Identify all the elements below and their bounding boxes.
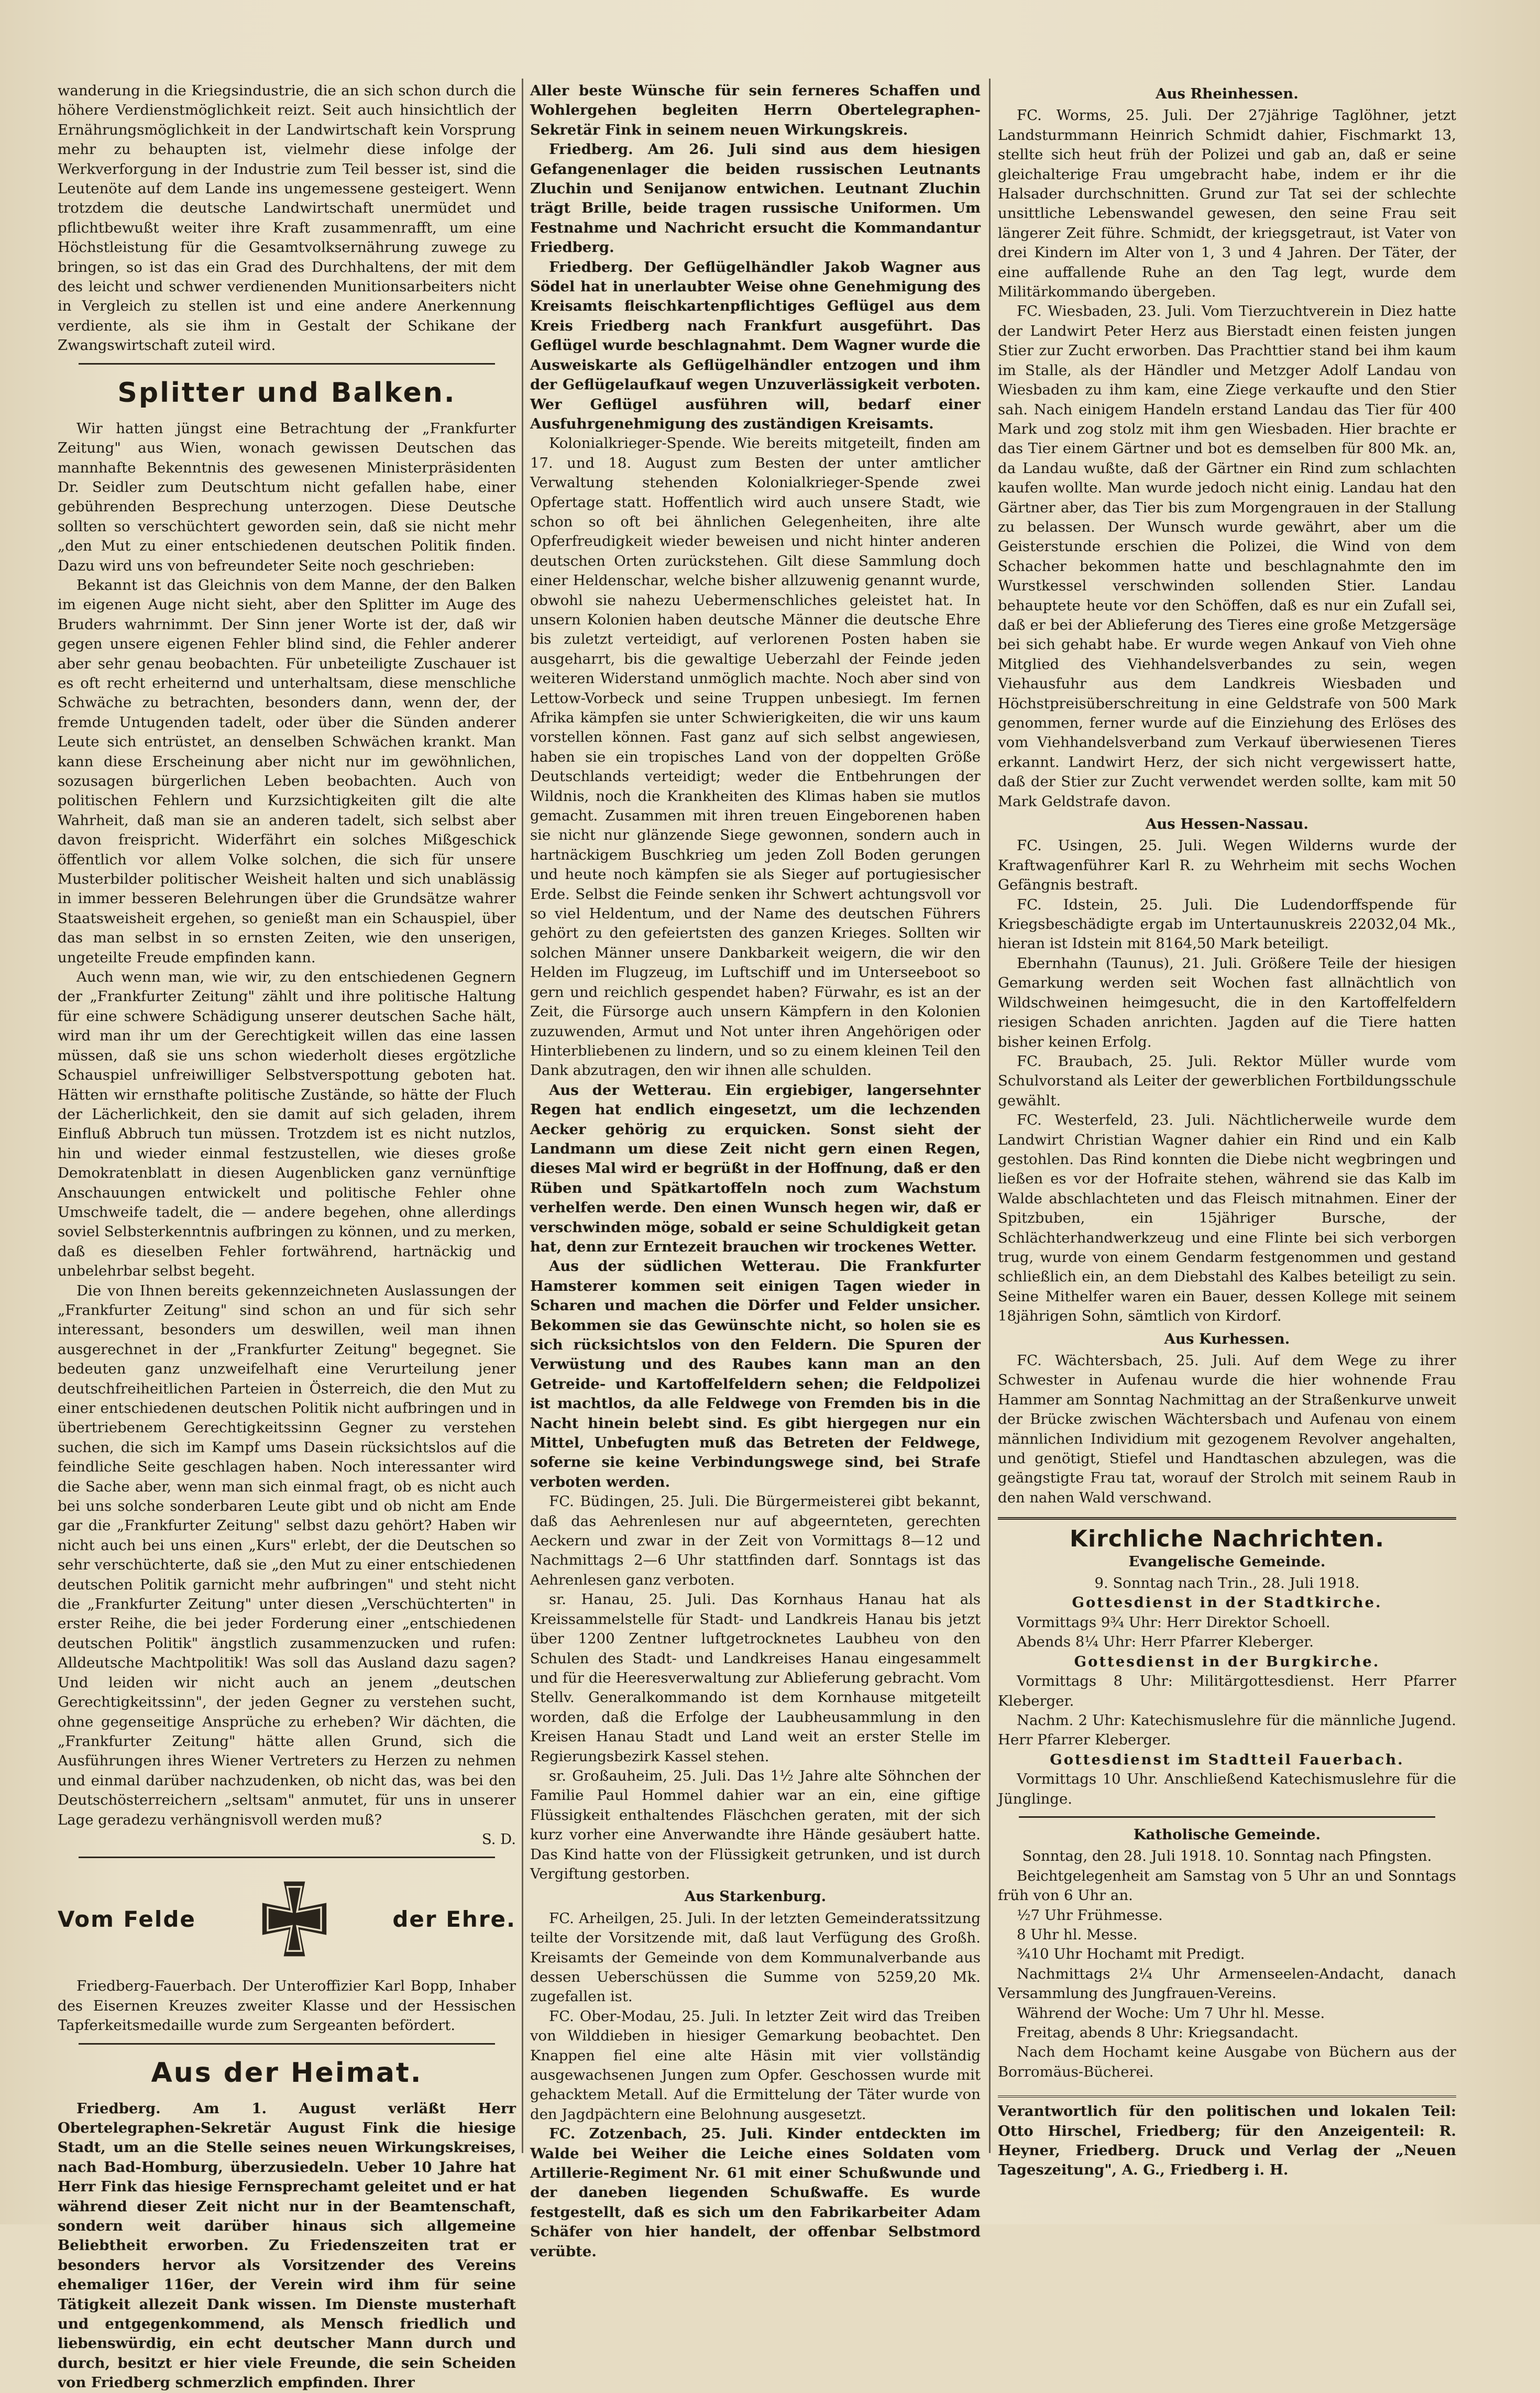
- column-1: [58, 81, 516, 2393]
- section-subheading: Aus Hessen-Nassau.: [1145, 816, 1309, 833]
- article-paragraph: FC. Zotzenbach, 25. Juli. Kinder entdeckten im Walde bei Weiher die Leiche eines Soldaten vom Artillerie-Regiment Nr. 61 mit einer Schußwunde und der daneben liegenden Schußwaffe. Es wurde festgestellt, daß es sich um den Fabrikarbeiter Adam Schäfer von hier handelt, der offenbar Selbstmord verübte.: [530, 2125, 981, 2260]
- service-date: Sonntag, den 28. Juli 1918. 10. Sonntag nach Pfingsten.: [1022, 1848, 1432, 1865]
- column-3: [998, 81, 1456, 2180]
- service-item: Beichtgelegenheit am Samstag von 5 Uhr an und Sonntags früh von 6 Uhr an.: [998, 1867, 1456, 1904]
- column-rule: [989, 79, 991, 2153]
- article-paragraph: FC. Worms, 25. Juli. Der 27jährige Taglöhner, jetzt Landsturmmann Heinrich Schmidt dahier, Fischmarkt 13, stellte sich heut früh der Polizei und gab an, daß er seine gleichalterige Frau umgebracht habe, indem er ihr die Halsader durchschnitten. Grund zur Tat sei der schlechte unsittliche Lebenswandel gewesen, den seine Frau seit längerer Zeit führe. Schmidt, der kriegsgetraut, ist Vater von drei Kindern im Alter von 1, 3 und 4 Jahren. Der Täter, der eine auffallende Ruhe an den Tag legt, wurde dem Militärkommando übergeben.: [998, 107, 1456, 301]
- section-subheading: Aus Starkenburg.: [684, 1888, 827, 1905]
- article-paragraph: Bekannt ist das Gleichnis von dem Manne, der den Balken im eigenen Auge nicht sieht, aber den Splitter im Auge des Bruders wahrnimmt. Der Sinn jener Worte ist der, daß wir gegen unsere eigenen Fehler blind sind, die Fehler anderer aber sehr genau beobachten. Für unbeteiligte Zuschauer ist es oft recht erheiternd und unterhaltsam, diese menschliche Schwäche zu betrachten, besonders dann, wenn der, der fremde Untugenden tadelt, oder über die Sünden anderer Leute sich entrüstet, an denselben Schwächen krankt. Man kann diese Erscheinung aber nicht nur im gewöhnlichen, sozusagen bürgerlichen Leben beobachten. Auch von politischen Fehlern und Kurzsichtigkeiten gilt die alte Wahrheit, daß man sie an anderen tadelt, sich selbst aber davon freispricht. Widerfährt ein solches Mißgeschick öffentlich vor allem Volke solchen, die sich für unsere Musterbilder politischer Weisheit halten und sich unablässig in immer besseren Belehrungen über die Grundsätze wahrer Staatsweisheit ergehen, so genießt man ein Schauspiel, über das man selbst in so ernsten Zeiten, wie den unserigen, ungeteilte Freude empfinden kann.: [58, 576, 516, 966]
- article-paragraph: FC. Wiesbaden, 23. Juli. Vom Tierzuchtverein in Diez hatte der Landwirt Peter Herz aus Bierstadt einen feisten jungen Stier zur Zucht erworben. Das Prachttier stand bei ihm kaum im Stalle, als der Händler und Metzger Adolf Landau von Wiesbaden zu ihm kam, eine Ziege verkaufte und den Stier sah. Nach einigem Handeln erstand Landau das Tier für 400 Mark und zog stolz mit ihm gen Wiesbaden. Hier brachte er das Tier einem Gärtner und bot es demselben für 800 Mk. an, da Landau wußte, daß der Gärtner ein Rind zum schlachten kaufen wollte. Man wurde jedoch nicht einig. Landau hat den Gärtner aber, das Tier bis zum Morgengrauen in der Stallung zu belassen. Der Wunsch wurde gewährt, aber um die Geisterstunde erschien die Polizei, die Wind von dem Schacher bekommen hatte und beschlagnahmte den im Wurstkessel verschwinden sollenden Stier. Landau behauptete heute vor den Schöffen, daß es nur ein Zufall sei, daß er bei der Ablieferung des Tieres eine große Metzgersäge bei sich gehabt habe. Er wurde wegen Ankauf von Vieh ohne Mitglied des Viehhandelsverbandes zu sein, wegen Viehausfuhr aus dem Landkreis Wiesbaden und Höchstpreisüberschreitung in eine Geldstrafe von 500 Mark genommen, ferner wurde auf die Einziehung des Erlöses des vom Viehhandelsverband zum Verkauf überwiesenen Tieres erkannt. Landwirt Herz, der sich nicht vergewissert hatte, daß der Stier zur Zucht verwendet werden sollte, kam mit 50 Mark Geldstrafe davon.: [998, 303, 1456, 810]
- section-subheading: Katholische Gemeinde.: [1133, 1826, 1321, 1843]
- honor-header: [58, 1867, 516, 1971]
- service-location: Gottesdienst im Stadtteil Fauerbach.: [1050, 1751, 1404, 1768]
- article-paragraph: Friedberg-Fauerbach. Der Unteroffizier Karl Bopp, Inhaber des Eisernen Kreuzes zweiter Klasse und der Hessischen Tapferkeitsmedaille wurde zum Sergeanten befördert.: [58, 1978, 516, 2034]
- article-paragraph: Friedberg. Am 1. August verläßt Herr Obertelegraphen-Sekretär August Fink die hiesige Stadt, um an die Stelle seines neuen Wirkungskreises, nach Bad-Homburg, überzusiedeln. Ueber 10 Jahre hat Herr Fink das hiesige Fernsprechamt geleitet und er hat während dieser Zeit nicht nur in der Beamtenschaft, sondern weit darüber hinaus sich allgemeine Beliebtheit erworben. Zu Friedenszeiten trat er besonders hervor als Vorsitzender des Vereins ehemaliger 116er, der Verein wird ihm für seine Tätigkeit allezeit Dank wissen. Im Dienste musterhaft und entgegenkommend, als Mensch friedlich und liebenswürdig, ein echt deutscher Mann durch und durch, besitzt er hier viele Freunde, die sein Scheiden von Friedberg schmerzlich empfinden. Ihrer: [58, 2100, 516, 2391]
- service-date: 9. Sonntag nach Trin., 28. Juli 1918.: [1094, 1575, 1360, 1592]
- article-paragraph: FC. Idstein, 25. Juli. Die Ludendorffspende für Kriegsbeschädigte ergab im Untertaunuskreis 22032,04 Mk., hieran ist Idstein mit 8164,50 Mark beteiligt.: [998, 896, 1456, 952]
- honor-title-left: Vom Felde: [58, 1906, 196, 1932]
- section-subheading: Aus Kurhessen.: [1164, 1330, 1290, 1347]
- article-paragraph: Auch wenn man, wie wir, zu den entschiedenen Gegnern der „Frankfurter Zeitung" zählt und ihre politische Haltung für eine schwere Schädigung unserer deutschen Sache hält, wird man ihr um der Gerechtigkeit willen das eine lassen müssen, daß sie uns schon wiederholt dieses ergötzliche Schauspiel unfreiwilliger Selbstverspottung geboten hat. Hätten wir ernsthafte politische Zustände, so hätte der Fluch der Lächerlichkeit, den sie damit auf sich geladen, ihrem Einfluß Abbruch tun müssen. Trotzdem ist es nicht nutzlos, hin und wieder einmal festzustellen, wie dieses große Demokratenblatt in diesen Augenblicken ganz vernünftige Anschauungen entwickelt und politische Fehler ohne Umschweife tadelt, die — andere begehen, ohne allerdings soviel Selbsterkenntnis aufbringen zu können, und zu merken, daß es dieselben Fehler fortwährend, hartnäckig und unbelehrbar selbst begeht.: [58, 969, 516, 1280]
- section-subheading: Evangelische Gemeinde.: [1128, 1553, 1326, 1570]
- article-paragraph: sr. Hanau, 25. Juli. Das Kornhaus Hanau hat als Kreissammelstelle für Stadt- und Landkreis Hanau bis jetzt über 1200 Zentner luftgetrocknetes Laubheu von den Schulen des Stadt- und Landkreises Hanau eingesammelt und für die Heeresverwaltung zur Ablieferung gebracht. Vom Stellv. Generalkommando ist dem Kornhause mitgeteilt worden, daß die Erfolge der Laubheusammlung in den Kreisen Hanau Stadt und Land weit an erster Stelle im Regierungsbezirk Kassel stehen.: [530, 1591, 981, 1765]
- article-paragraph: Ebernhahn (Taunus), 21. Juli. Größere Teile der hiesigen Gemarkung werden seit Wochen fast allnächtlich von Wildschweinen heimgesucht, die in den Kartoffelfeldern riesigen Schaden anrichten. Jagden auf die Tiere hatten bisher keinen Erfolg.: [998, 954, 1456, 1050]
- service-item: Nachmittags 2¼ Uhr Armenseelen-Andacht, danach Versammlung des Jungfrauen-Vereins.: [998, 1965, 1456, 2002]
- imprint: Verantwortlich für den politischen und lokalen Teil: Otto Hirschel, Friedberg; für den Anzeigenteil: R. Heyner, Friedberg. Druck und Verlag der „Neuen Tageszeitung", A. G., Friedberg i. H.: [998, 2095, 1456, 2180]
- service-item: ¾10 Uhr Hochamt mit Predigt.: [1017, 1946, 1245, 1963]
- article-paragraph: Die von Ihnen bereits gekennzeichneten Auslassungen der „Frankfurter Zeitung" sind schon an und für sich sehr interessant, besonders um deswillen, weil man ihnen ausgerechnet in der „Frankfurter Zeitung" begegnet. Sie bedeuten ganz unzweifelhaft eine Verurteilung jener deutschfreiheitlichen Parteien in Österreich, die den Mut zu einer entschiedenen deutschen Politik nicht aufbringen und in übertriebenem Gerechtigkeitssinn Gegner zu verstehen suchen, die sich im Kampf ums Dasein rücksichtslos auf die feindliche Seite geschlagen haben. Noch interessanter wird die Sache aber, wenn man sich einmal fragt, ob es nicht auch bei uns solche sonderbaren Leute gibt und ob nicht am Ende gar die „Frankfurter Zeitung" selbst dazu gehört? Haben wir nicht auch bei uns einen „Kurs" erlebt, der die Deutschen so sehr verschüchterte, daß sie „den Mut zu einer entschiedenen deutschen Politik garnicht mehr aufbringen" und steht nicht die „Frankfurter Zeitung" unter diesen „Verschüchterten" in erster Reihe, die bei jeder Forderung einer „entschiedenen deutschen Politik" ängstlich zusammenzucken und rufen: Alldeutsche Machtpolitik! Was soll das Ausland dazu sagen? Und leiden wir nicht auch an jenem „deutschen Gerechtigkeitssinn", der jeden Gegner zu verstehen sucht, ohne gegenseitige Ansprüche zu erheben? Wir dächten, die „Frankfurter Zeitung" hätte allen Grund, sich die Ausführungen ihres Wiener Vertreters zu Herzen zu nehmen und einmal darüber nachzudenken, ob nicht das, was bei den Deutschösterreichern „seltsam" anmutet, für uns in unserer Lage geradezu verhängnisvoll werden muß?: [58, 1282, 516, 1828]
- article-paragraph: FC. Usingen, 25. Juli. Wegen Wilderns wurde der Kraftwagenführer Karl R. zu Wehrheim mit sechs Wochen Gefängnis bestraft.: [998, 837, 1456, 894]
- service-item: ½7 Uhr Frühmesse.: [1017, 1906, 1163, 1924]
- church-news-heading: Kirchliche Nachrichten.: [1069, 1525, 1385, 1553]
- article-paragraph: Friedberg. Am 26. Juli sind aus dem hiesigen Gefangenenlager die beiden russischen Leutnants Zluchin und Senijanow entwichen. Leutnant Zluchin trägt Brille, beide tragen russische Uniformen. Um Festnahme und Nachricht ersucht die Kommandantur Friedberg.: [530, 141, 981, 256]
- service-item: Abends 8¼ Uhr: Herr Pfarrer Kleberger.: [1017, 1633, 1314, 1651]
- service-item: Vormittags 8 Uhr: Militärgottesdienst. Herr Pfarrer Kleberger.: [998, 1673, 1456, 1709]
- article-paragraph: Aus der Wetterau. Ein ergiebiger, langersehnter Regen hat endlich eingesetzt, um die lechzenden Aecker gehörig zu erquicken. Sonst sieht der Landmann um diese Zeit nicht gern einen Regen, dieses Mal wird er begrüßt in der Hoffnung, daß er den Rüben und Spätkartoffeln noch zum Wachstum verhelfen werde. Den einen Wunsch hegen wir, daß er verschwinden möge, sobald er seine Schuldigkeit getan hat, denn zur Erntezeit brauchen wir trockenes Wetter.: [530, 1081, 981, 1255]
- iron-cross-icon: [250, 1874, 339, 1963]
- column-2: [530, 81, 981, 2262]
- article-paragraph: sr. Großauheim, 25. Juli. Das 1½ Jahre alte Söhnchen der Familie Paul Hommel dahier war an ein, eine giftige Flüssigkeit enthaltendes Fläschchen geraten, mit der sich kurz vorher eine Anverwandte ihre Hände gesäubert hatte. Das Kind hatte von der Flüssigkeit getrunken, und ist durch Vergiftung gestorben.: [530, 1767, 981, 1882]
- service-item: Freitag, abends 8 Uhr: Kriegsandacht.: [1017, 2024, 1299, 2041]
- article-paragraph: FC. Braubach, 25. Juli. Rektor Müller wurde vom Schulvorstand als Leiter der gewerblichen Fortbildungsschule gewählt.: [998, 1052, 1456, 1109]
- column-rule: [522, 79, 523, 2153]
- article-paragraph: FC. Arheilgen, 25. Juli. In der letzten Gemeinderatssitzung teilte der Vorsitzende mit, daß laut Verfügung des Großh. Kreisamts der Gemeinde von dem Kommunalverbande aus dessen Ueberschüssen die Summe von 5259,20 Mk. zugefallen ist.: [530, 1909, 981, 2005]
- article-paragraph: Wir hatten jüngst eine Betrachtung der „Frankfurter Zeitung" aus Wien, wonach gewissen Deutschen das mannhafte Bekenntnis des gewesenen Ministerpräsidenten Dr. Seidler zum Deutschtum nicht gefallen habe, einer gebührenden Besprechung unterzogen. Diese Deutsche sollten so verschüchtert geworden sein, daß sie nicht mehr „den Mut zu einer entschiedenen deutschen Politik finden. Dazu wird uns von befreundeter Seite noch geschrieben:: [58, 420, 516, 574]
- article-paragraph: wanderung in die Kriegsindustrie, die an sich schon durch die höhere Verdienstmöglichkeit reizt. Seit auch hinsichtlich der Ernährungsmöglichkeit in der Landwirtschaft kein Vorsprung mehr zu behaupten ist, vielmehr diese infolge der Werkverforgung in der Industrie zum Teil besser ist, sind die Leutenöte auf dem Lande ins ungemessene gesteigert. Wenn trotzdem die deutsche Landwirtschaft unermüdet und pflichtbewußt weiter ihre Kraft zusammenrafft, um eine Höchstleistung für die Gesamtvolksernährung zuwege zu bringen, so ist das ein Grad des Durchhaltens, der mit dem des leicht und schwer verdienenden Munitionsarbeiters nicht in Vergleich zu stellen ist und eine andere Anerkennung verdiente, als sie ihm in Gestalt der Schikane der Zwangswirtschaft zuteil wird.: [58, 82, 516, 354]
- honor-title-right: der Ehre.: [392, 1906, 516, 1932]
- service-location: Gottesdienst in der Burgkirche.: [1074, 1653, 1380, 1670]
- section-subheading: Aus Rheinhessen.: [1156, 85, 1299, 102]
- article-paragraph: Aus der südlichen Wetterau. Die Frankfurter Hamsterer kommen seit einigen Tagen wieder in Scharen und machen die Dörfer und Felder unsicher. Bekommen sie das Gewünschte nicht, so holen sie es sich rücksichtslos von den Feldern. Die Spuren der Verwüstung und des Raubes kann man an den Getreide- und Kartoffelfeldern sehen; die Feldpolizei ist machtlos, da alle Feldwege von Fremden bis in die Nacht hinein belebt sind. Es gibt hiergegen nur ein Mittel, Unbefugten muß das Betreten der Feldwege, soferne sie keine Verbindungswege sind, bei Strafe verboten werden.: [530, 1258, 981, 1490]
- service-item: Nach dem Hochamt keine Ausgabe von Büchern aus der Borromäus-Bücherei.: [998, 2044, 1456, 2080]
- service-item: Vormittags 9¾ Uhr: Herr Direktor Schoell.: [1017, 1613, 1330, 1631]
- service-item: Nachm. 2 Uhr: Katechismuslehre für die männliche Jugend. Herr Pfarrer Kleberger.: [998, 1711, 1456, 1749]
- divider: [79, 363, 495, 365]
- divider: [1019, 1816, 1435, 1818]
- service-item: Vormittags 10 Uhr. Anschließend Katechismuslehre für die Jünglinge.: [998, 1771, 1456, 1807]
- article-paragraph: FC. Westerfeld, 23. Juli. Nächtlicherweile wurde dem Landwirt Christian Wagner dahier ein Rind und ein Kalb gestohlen. Das Rind konnten die Diebe nicht wegbringen und ließen es vor der Hofraite stehen, während sie das Kalb im Walde abschlachteten und das Fleisch mitnahmen. Einer der Spitzbuben, ein 15jähriger Bursche, der Schlächterhandwerkzeug und eine Flinte bei sich verborgen trug, wurde von einem Gendarm festgenommen und gestand schließlich ein, an dem Diebstahl des Kalbes beteiligt zu sein. Seine Mithelfer waren ein Bauer, dessen Kollege mit seinem 18jährigen Sohn, sämtlich von Kirdorf.: [998, 1112, 1456, 1325]
- signature: S. D.: [481, 1830, 516, 1848]
- service-location: Gottesdienst in der Stadtkirche.: [1072, 1594, 1382, 1611]
- service-item: 8 Uhr hl. Messe.: [1017, 1926, 1138, 1943]
- article-paragraph: FC. Ober-Modau, 25. Juli. In letzter Zeit wird das Treiben von Wilddieben in hiesiger Gemarkung beobachtet. Den Knappen fiel eine alte Häsin mit vier vollständig ausgewachsenen Jungen zum Opfer. Geschossen wurde mit gehacktem Metall. Auf die Ermittelung der Täter wurde von den Jagdpächtern eine Belohnung ausgesetzt.: [530, 2007, 981, 2123]
- divider: [79, 1857, 495, 1858]
- article-paragraph: Aller beste Wünsche für sein ferneres Schaffen und Wohlergehen begleiten Herrn Obertelegraphen-Sekretär Fink in seinem neuen Wirkungskreis.: [530, 82, 981, 138]
- article-paragraph: Kolonialkrieger-Spende. Wie bereits mitgeteilt, finden am 17. und 18. August zum Besten der unter amtlicher Verwaltung stehenden Kolonialkrieger-Spende zwei Opfertage statt. Hoffentlich wird auch unsere Stadt, wie schon so oft bei ähnlichen Gelegenheiten, ihre alte Opferfreudigkeit wieder beweisen und nicht hinter anderen deutschen Orten zurückstehen. Gilt diese Sammlung doch einer Heldenschar, welche bisher allzuwenig genannt wurde, obwohl sie nahezu Uebermenschliches geleistet hat. In unsern Kolonien haben deutsche Männer die deutsche Ehre bis zuletzt verteidigt, auf verlorenen Posten haben sie ausgeharrt, bis die gewaltige Ueberzahl der Feinde jeden weiteren Widerstand unmöglich machte. Noch aber sind von Lettow-Vorbeck und seine Truppen unbesiegt. Im fernen Afrika kämpfen sie unter Schwierigkeiten, die wir uns kaum vorstellen können. Fast ganz auf sich selbst angewiesen, haben sie ein tropisches Land von der doppelten Größe Deutschlands verteidigt; weder die Entbehrungen der Wildnis, noch die Krankheiten des Klimas haben sie mutlos gemacht. Zusammen mit ihren treuen Eingeborenen haben sie nicht nur glänzende Siege gewonnen, sondern auch in hartnäckigem Buschkrieg um jeden Zoll Boden gerungen und heute noch kämpfen sie als Sieger auf portugiesischer Erde. Selbst die Feinde senken ihr Schwert achtungsvoll vor so viel Heldentum, und der Name des deutschen Führers gehört zu den gefeiertsten des ganzen Krieges. Sollten wir solchen Männer unsere Dankbarkeit weigern, die wir den Helden im Flugzeug, im Luftschiff und im Unterseeboot so gern und reichlich gespendet haben? Fürwahr, es ist an der Zeit, die Fürsorge auch unsern Kämpfern in den Kolonien zuzuwenden, Armut und Not unter ihren Angehörigen oder Hinterbliebenen zu lindern, und so zu einem kleinen Teil den Dank abzutragen, den wir ihnen alle schulden.: [530, 435, 981, 1079]
- service-item: Während der Woche: Um 7 Uhr hl. Messe.: [1017, 2004, 1325, 2022]
- section-heading: Splitter und Balken.: [117, 377, 456, 409]
- article-paragraph: FC. Büdingen, 25. Juli. Die Bürgermeisterei gibt bekannt, daß das Aehrenlesen nur auf abgeernteten, gerechten Aeckern und zwar in der Zeit von Vormittags 8—12 und Nachmittags 2—6 Uhr stattfinden darf. Sonntags ist das Aehrenlesen ganz verboten.: [530, 1493, 981, 1588]
- article-paragraph: Friedberg. Der Geflügelhändler Jakob Wagner aus Södel hat in unerlaubter Weise ohne Genehmigung des Kreisamts fleischkartenpflichtiges Geflügel aus dem Kreis Friedberg nach Frankfurt ausgeführt. Das Geflügel wurde beschlagnahmt. Dem Wagner wurde die Ausweiskarte als Geflügelhändler entzogen und ihm der Geflügelaufkauf wegen Unzuverlässigkeit verboten. Wer Geflügel ausführen will, bedarf einer Ausfuhrgenehmigung des zuständigen Kreisamts.: [530, 258, 981, 432]
- article-paragraph: FC. Wächtersbach, 25. Juli. Auf dem Wege zu ihrer Schwester in Aufenau wurde die hier wohnende Frau Hammer am Sonntag Nachmittag an der Straßenkurve unweit der Brücke zwischen Wächtersbach und Aufenau von einem männlichen Individium mit gezogenem Revolver angehalten, und genötigt, Stiefel und Handtaschen abzulegen, was die geängstigte Frau tat, worauf der Strolch mit seinem Raub in den nahen Wald verschwand.: [998, 1352, 1456, 1506]
- section-heading: Aus der Heimat.: [151, 2057, 423, 2089]
- divider: [998, 1517, 1456, 1520]
- divider: [79, 2043, 495, 2045]
